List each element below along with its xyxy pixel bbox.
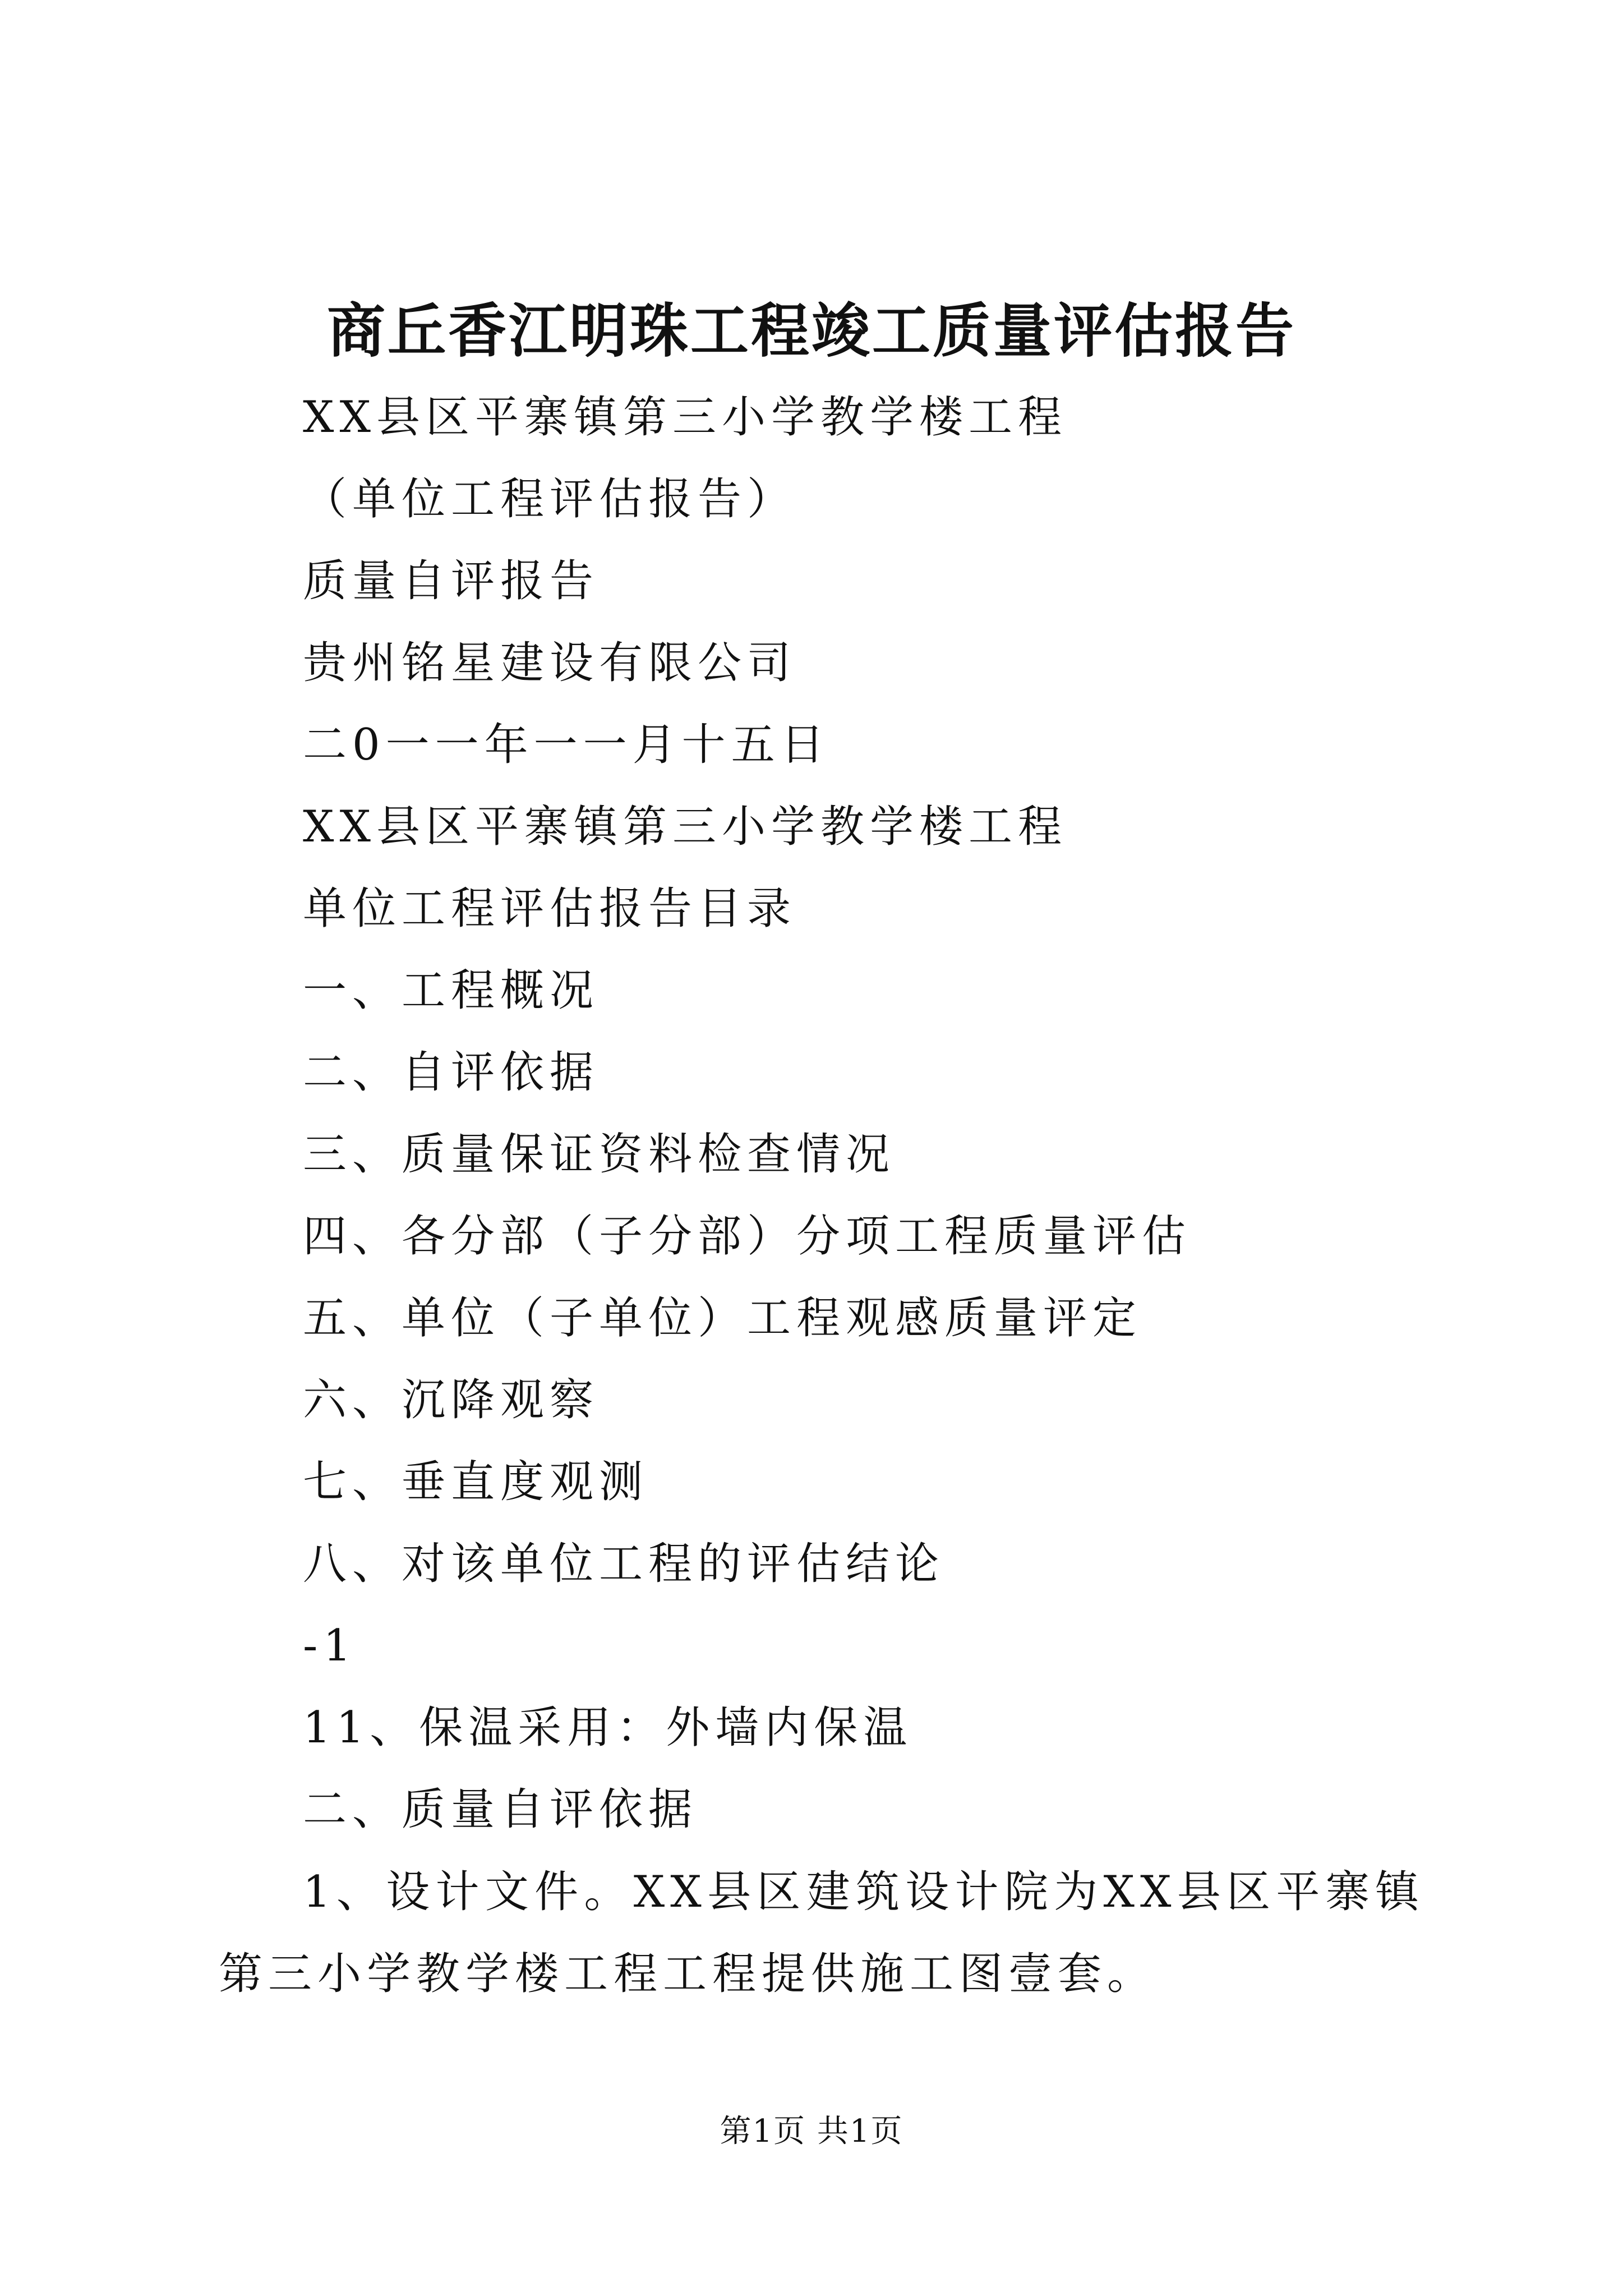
toc-item-8: 八、对该单位工程的评估结论 (303, 1539, 945, 1589)
toc-item-3: 三、质量保证资料检查情况 (303, 1129, 896, 1180)
toc-item-6: 六、沉降观察 (303, 1375, 600, 1425)
body-paragraph: 1、设计文件。XX县区建筑设计院为XX县区平寨镇第三小学教学楼工程工程提供施工图壹套。 (219, 1867, 1424, 1999)
text-line-1: XX县区平寨镇第三小学教学楼工程 (303, 392, 1068, 443)
text-line-dash: -1 (303, 1621, 357, 1671)
toc-item-1: 一、工程概况 (303, 965, 600, 1016)
toc-item-2: 二、自评依据 (303, 1047, 600, 1098)
text-line-4: 贵州铭星建设有限公司 (303, 638, 797, 688)
toc-item-5: 五、单位（子单位）工程观感质量评定 (303, 1293, 1142, 1343)
text-line-6: XX县区平寨镇第三小学教学楼工程 (303, 802, 1068, 852)
section-heading: 二、质量自评依据 (303, 1784, 698, 1835)
toc-item-7: 七、垂直度观测 (303, 1457, 649, 1507)
text-line-5: 二0一一年一一月十五日 (303, 720, 830, 770)
text-line-3: 质量自评报告 (303, 556, 600, 606)
document-title: 商丘香江明珠工程竣工质量评估报告 (326, 296, 1296, 365)
text-line-2: （单位工程评估报告） (303, 474, 797, 524)
page-footer: 第1页 共1页 (720, 2113, 903, 2150)
toc-item-4: 四、各分部（子分部）分项工程质量评估 (303, 1211, 1192, 1262)
text-line-7: 单位工程评估报告目录 (303, 884, 797, 934)
text-line-insulation: 11、保温采用：外墙内保温 (303, 1703, 913, 1753)
